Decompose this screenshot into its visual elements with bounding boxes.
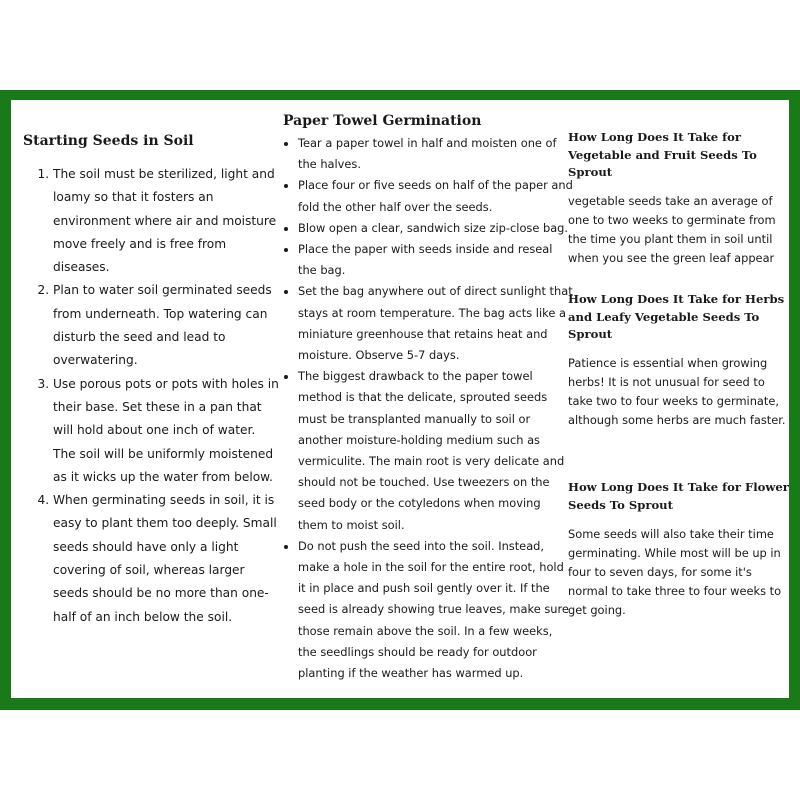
list-item: • Set the bag anywhere out of direct sunlight that stays at room temperature. The bag acts like a miniature greenhouse that retains heat and moisture. Observe 5-7 days. bbox=[298, 281, 573, 366]
section-body: Some seeds will also take their time germinating. While most will be up in four to seven days, for some it's normal to take three to four weeks to get going. bbox=[568, 527, 782, 617]
info-card bbox=[0, 90, 800, 710]
list-item: • Place four or five seeds on half of the paper and fold the other half over the seeds. bbox=[298, 175, 573, 217]
list-item: 2. Plan to water soil germinated seeds from underneath. Top watering can disturb the seed and lead to overwatering. bbox=[53, 279, 279, 372]
list-item: • Tear a paper towel in half and moisten one of the halves. bbox=[298, 133, 573, 175]
list-item: 3. Use porous pots or pots with holes in their base. Set these in a pan that will hold about one inch of water. The soil will be uniformly moistened as it wicks up the water from below. bbox=[53, 373, 279, 489]
soil-title: Starting Seeds in Soil bbox=[23, 133, 194, 149]
list-item: • Place the paper with seeds inside and reseal the bag. bbox=[298, 239, 573, 281]
section-title: How Long Does It Take for Herbs and Leafy Vegetable Seeds To Sprout bbox=[568, 292, 785, 341]
list-item: • Do not push the seed into the soil. Instead, make a hole in the soil for the entire root, hold it in place and push soil gently over it. If the seed is already showing true leaves, make sure those remain above the soil. In a few weeks, the seedlings should be ready for outdoor planting if the weather has warmed up. bbox=[298, 536, 573, 684]
section-body: Patience is essential when growing herbs! It is not unusual for seed to take two to four weeks to germinate, although some herbs are much faster. bbox=[568, 355, 786, 427]
section-herbs bbox=[568, 291, 790, 430]
list-item: 1. The soil must be sterilized, light and loamy so that it fosters an environment where air and moisture move freely and is free from diseases. bbox=[53, 163, 279, 279]
section-title: How Long Does It Take for Vegetable and Fruit Seeds To Sprout bbox=[568, 130, 757, 179]
paper-towel-title: Paper Towel Germination bbox=[283, 113, 482, 129]
soil-steps-list bbox=[23, 163, 279, 629]
list-item: • Blow open a clear, sandwich size zip-close bag. bbox=[298, 218, 573, 239]
section-flower bbox=[568, 479, 790, 620]
paper-towel-list bbox=[273, 133, 573, 684]
section-vegetable-fruit bbox=[568, 129, 790, 268]
list-item: 4. When germinating seeds in soil, it is easy to plant them too deeply. Small seeds should have only a light covering of soil, whereas larger seeds should be no more than one-half of an inch below the soil. bbox=[53, 489, 279, 629]
list-item: • The biggest drawback to the paper towel method is that the delicate, sprouted seeds must be transplanted manually to soil or another moisture-holding medium such as vermiculite. The main root is very delicate and should not be touched. Use tweezers on the seed body or the cotyledons when moving them to moist soil. bbox=[298, 366, 573, 536]
section-body: vegetable seeds take an average of one to two weeks to germinate from the time you plant them in soil until when you see the green leaf appear bbox=[568, 193, 776, 265]
section-title: How Long Does It Take for Flower Seeds To Sprout bbox=[568, 480, 789, 512]
